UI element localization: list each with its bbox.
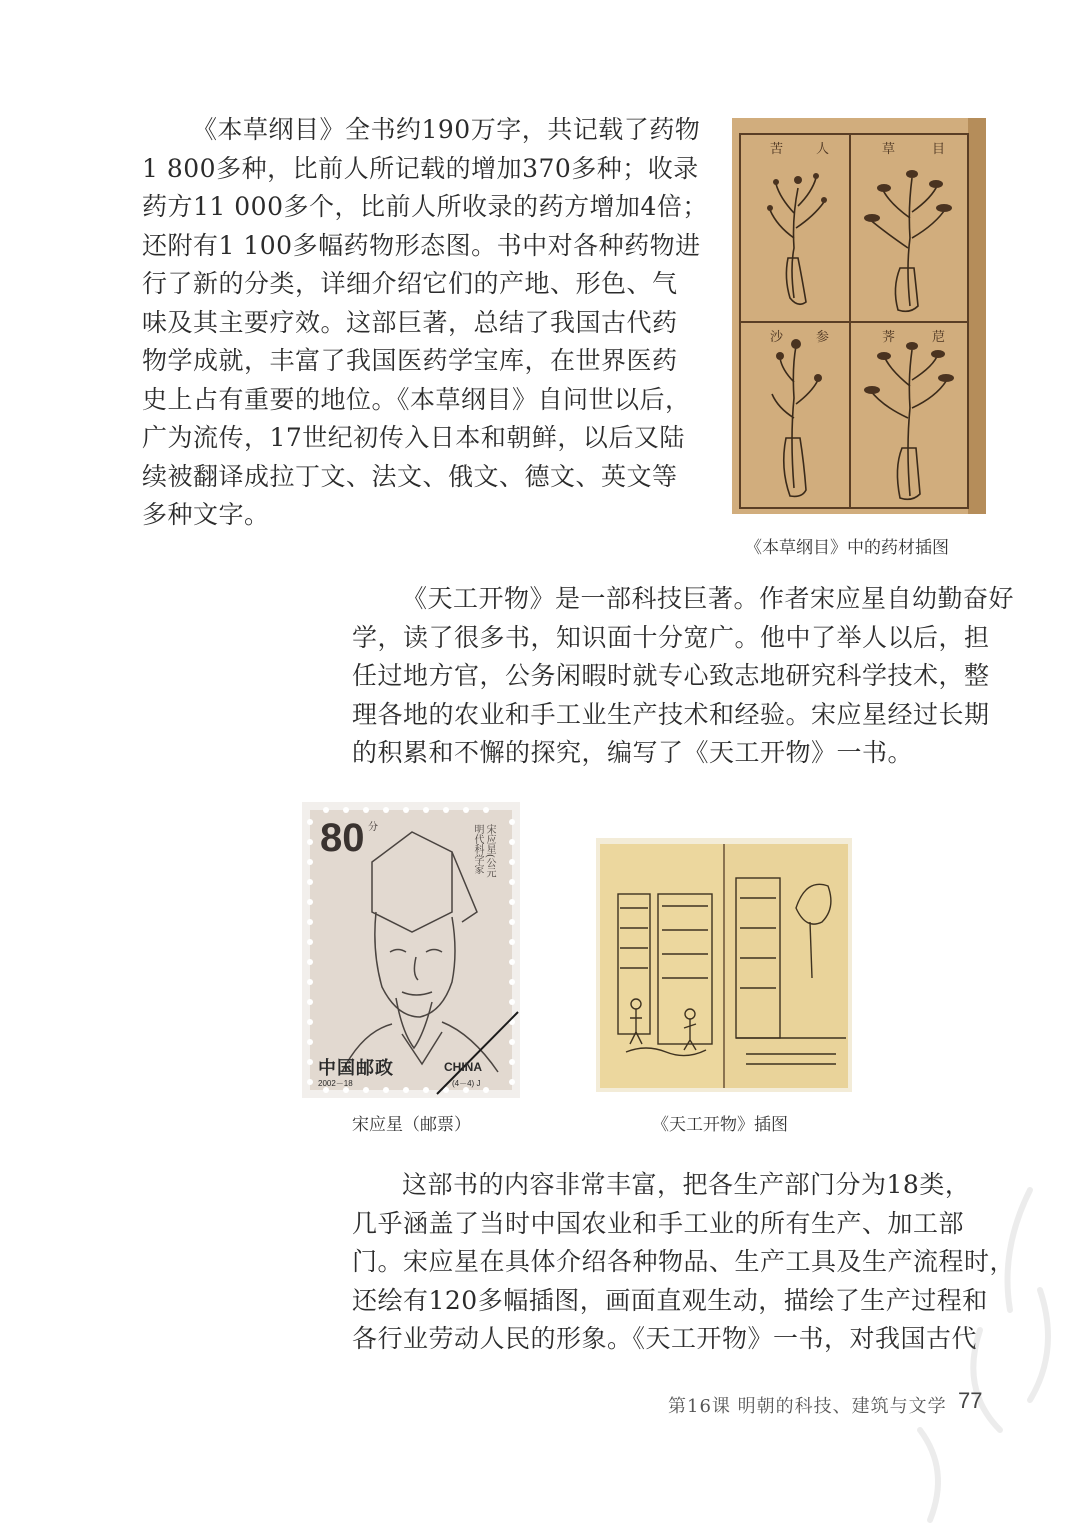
page-char: 草 [882,142,896,157]
text-line: 《天工开物》是一部科技巨著。作者宋应星自幼勤奋好 [402,584,1015,613]
caption-stamp: 宋应星（邮票） [352,1115,471,1135]
text-line: 史上占有重要的地位。《本草纲目》自问世以后， [142,384,691,414]
footer-lesson-title: 第16课 明朝的科技、建筑与文学 [668,1396,947,1417]
paragraph-tiangong [352,580,1014,773]
stamp-country: 中国邮政 [318,1058,394,1079]
bencao-herb-illustration [732,118,986,514]
tiangong-kaiwu-illustration [596,838,852,1092]
page-char: 荠 [882,330,896,345]
text-line: 药方11 000多个，比前人所收录的药方增加4倍； [142,192,708,221]
text-line: 的积累和不懈的探究，编写了《天工开物》一书。 [352,738,914,767]
text-line: 这部书的内容非常丰富，把各生产部门分为18类， [402,1170,971,1199]
stamp-inscription-1: 宋应星(公元 [484,824,495,878]
text-line: 行了新的分类，详细介绍它们的产地、形色、气 [142,269,678,298]
page-char: 目 [932,142,946,157]
text-line: 几乎涵盖了当时中国农业和手工业的所有生产、加工部 [352,1208,965,1238]
stamp-code-right: (4－4) J [452,1079,481,1088]
stamp-denomination-unit: 分 [368,822,378,833]
text-line: 理各地的农业和手工业生产技术和经验。宋应星经过长期 [352,699,990,729]
song-yingxing-stamp [302,802,520,1098]
text-line: 多种文字。 [142,500,270,529]
page-char: 苦 [770,142,784,157]
text-line: 1 800多种，比前人所记载的增加370多种；收录 [142,153,699,183]
stamp-country-en: CHINA [444,1060,482,1074]
page-char: 参 [816,330,830,345]
herb-illustration-image [732,118,986,514]
page-number: 77 [958,1388,983,1413]
text-line: 学，读了很多书，知识面十分宽广。他中了举人以后，担 [352,622,990,652]
text-line: 味及其主要疗效。这部巨著，总结了我国古代药 [142,307,678,337]
caption-bencao: 《本草纲目》中的药材插图 [745,538,949,558]
text-line: 广为流传，17世纪初传入日本和朝鲜，以后又陆 [142,423,685,452]
watermark-decoration [860,1170,1080,1530]
page-char: 沙 [770,330,784,345]
text-line: 《本草纲目》全书约190万字，共记载了药物 [192,115,701,144]
text-line: 各行业劳动人民的形象。《天工开物》一书，对我国古代 [352,1324,978,1353]
text-line: 任过地方官，公务闲暇时就专心致志地研究科学技术，整 [352,661,990,690]
caption-tiangong: 《天工开物》插图 [652,1115,788,1135]
page-char: 人 [816,142,830,157]
stamp-denomination: 80 [320,816,365,860]
text-line: 门。宋应星在具体介绍各种物品、生产工具及生产流程时， [352,1247,1016,1276]
page-char: 苨 [932,330,946,345]
text-line: 续被翻译成拉丁文、法文、俄文、德文、英文等 [142,461,678,491]
tiangong-illustration-image [596,838,852,1092]
text-line: 物学成就，丰富了我国医药学宝库，在世界医药 [142,346,678,375]
stamp-code-left: 2002－18 [318,1079,353,1088]
text-line: 还绘有120多幅插图，画面直观生动，描绘了生产过程和 [352,1285,988,1315]
paragraph-bencao [142,111,708,535]
text-line: 还附有1 100多幅药物形态图。书中对各种药物进 [142,230,701,260]
stamp-inscription-2: 明代科学家 [472,824,483,874]
